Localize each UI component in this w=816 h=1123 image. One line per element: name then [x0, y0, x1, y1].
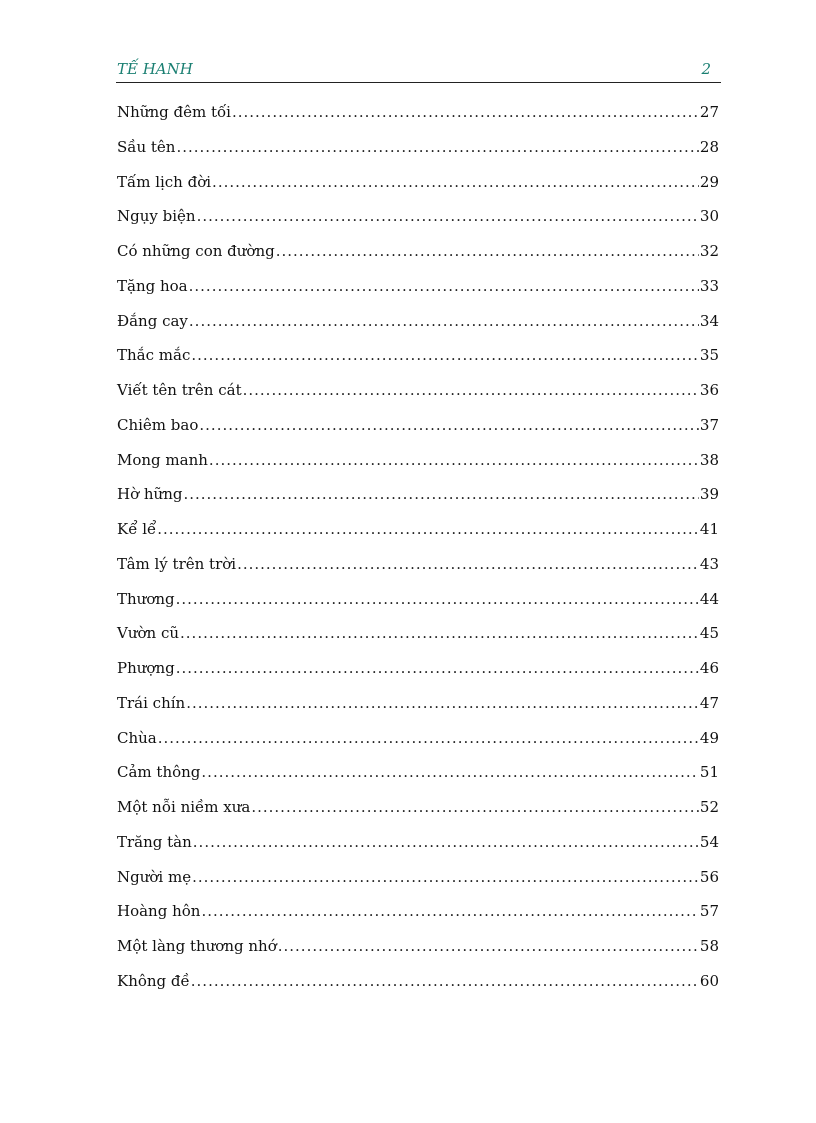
toc-entry-page-number: 33 — [699, 276, 719, 295]
toc-entry-page-number: 41 — [699, 520, 719, 538]
toc-dot-leader — [189, 275, 699, 297]
toc-entry-title: Hoàng hôn — [117, 902, 201, 921]
toc-entry-title: Tấm lịch đời — [117, 172, 212, 191]
toc-entry-title: Trái chín — [117, 693, 186, 712]
toc-entry-page-number: 34 — [699, 311, 719, 330]
toc-entry[interactable] — [117, 379, 719, 414]
toc-dot-leader — [243, 379, 699, 401]
toc-dot-leader — [176, 657, 699, 679]
running-header-author: TẾ HANH — [117, 60, 193, 78]
toc-dot-leader — [201, 761, 699, 783]
toc-dot-leader — [209, 449, 699, 471]
toc-dot-leader — [191, 970, 699, 992]
toc-entry[interactable] — [117, 171, 719, 206]
toc-dot-leader — [192, 866, 699, 888]
toc-entry-page-number: 52 — [699, 798, 719, 816]
toc-entry[interactable] — [117, 344, 719, 379]
toc-entry-title: Thắc mắc — [117, 346, 191, 365]
toc-entry[interactable] — [117, 136, 719, 171]
toc-entry[interactable] — [117, 900, 719, 935]
toc-entry-title: Vườn cũ — [117, 624, 180, 643]
toc-entry[interactable] — [117, 657, 719, 692]
toc-dot-leader — [278, 935, 699, 957]
toc-entry-title: Một nỗi niềm xưa — [117, 798, 251, 816]
toc-entry[interactable] — [117, 449, 719, 484]
toc-entry-title: Thương — [117, 589, 175, 608]
toc-entry-page-number: 57 — [699, 902, 719, 921]
toc-entry[interactable] — [117, 553, 719, 588]
toc-entry-page-number: 47 — [699, 693, 719, 712]
toc-dot-leader — [189, 310, 699, 332]
toc-entry-title: Sầu tên — [117, 137, 176, 156]
toc-entry-title: Phượng — [117, 659, 175, 677]
toc-entry-page-number: 27 — [699, 103, 719, 121]
toc-entry-title: Chiêm bao — [117, 415, 199, 434]
toc-entry-title: Mong manh — [117, 450, 208, 469]
toc-entry[interactable] — [117, 727, 719, 762]
toc-entry-title: Kể lể — [117, 520, 157, 538]
toc-entry-page-number: 56 — [699, 867, 719, 886]
toc-entry-page-number: 37 — [699, 415, 719, 434]
toc-dot-leader — [183, 483, 698, 505]
toc-entry-page-number: 32 — [699, 242, 719, 260]
toc-entry[interactable] — [117, 310, 719, 345]
toc-dot-leader — [157, 518, 699, 540]
running-header-page-number: 2 — [701, 60, 711, 78]
toc-dot-leader — [199, 414, 699, 436]
toc-entry[interactable] — [117, 622, 719, 657]
toc-entry-page-number: 38 — [699, 450, 719, 469]
toc-entry[interactable] — [117, 101, 719, 136]
toc-entry-page-number: 49 — [699, 728, 719, 747]
toc-entry-page-number: 45 — [699, 624, 719, 643]
toc-entry-page-number: 54 — [699, 832, 719, 851]
toc-entry-page-number: 58 — [699, 937, 719, 955]
toc-entry-page-number: 36 — [699, 381, 719, 399]
toc-entry[interactable] — [117, 831, 719, 866]
toc-entry-page-number: 28 — [699, 137, 719, 156]
toc-entry-title: Cảm thông — [117, 763, 201, 782]
toc-dot-leader — [237, 553, 699, 575]
toc-dot-leader — [176, 588, 699, 610]
toc-entry[interactable] — [117, 796, 719, 831]
toc-dot-leader — [180, 622, 699, 644]
toc-entry[interactable] — [117, 761, 719, 796]
toc-entry[interactable] — [117, 240, 719, 275]
table-of-contents — [117, 101, 719, 1005]
toc-entry[interactable] — [117, 935, 719, 970]
toc-entry[interactable] — [117, 414, 719, 449]
toc-entry-page-number: 60 — [699, 971, 719, 990]
toc-dot-leader — [251, 796, 699, 818]
toc-entry-page-number: 30 — [699, 207, 719, 226]
toc-entry-title: Đắng cay — [117, 311, 188, 330]
toc-entry-page-number: 39 — [699, 485, 719, 504]
toc-entry[interactable] — [117, 518, 719, 553]
toc-entry-page-number: 29 — [699, 172, 719, 191]
toc-entry-title: Viết tên trên cát — [117, 381, 242, 399]
toc-dot-leader — [176, 136, 698, 158]
toc-dot-leader — [197, 205, 699, 227]
toc-entry[interactable] — [117, 588, 719, 623]
toc-entry-title: Một làng thương nhớ — [117, 937, 277, 955]
toc-entry-title: Hờ hững — [117, 485, 183, 504]
toc-dot-leader — [158, 727, 699, 749]
page-header — [116, 58, 721, 83]
toc-dot-leader — [191, 344, 699, 366]
toc-entry[interactable] — [117, 205, 719, 240]
toc-dot-leader — [193, 831, 699, 853]
toc-entry-title: Không đề — [117, 971, 190, 990]
toc-entry-page-number: 35 — [699, 346, 719, 365]
toc-entry-title: Trăng tàn — [117, 832, 192, 851]
toc-entry-page-number: 51 — [699, 763, 719, 782]
toc-entry-title: Chùa — [117, 728, 157, 747]
toc-entry-page-number: 44 — [699, 589, 719, 608]
toc-dot-leader — [212, 171, 699, 193]
toc-entry[interactable] — [117, 275, 719, 310]
toc-entry-title: Những đêm tối — [117, 103, 231, 121]
toc-entry-page-number: 46 — [699, 659, 719, 677]
toc-entry[interactable] — [117, 970, 719, 1005]
toc-entry[interactable] — [117, 692, 719, 727]
toc-entry[interactable] — [117, 483, 719, 518]
toc-entry[interactable] — [117, 866, 719, 901]
toc-entry-page-number: 43 — [699, 554, 719, 573]
toc-entry-title: Ngụy biện — [117, 207, 196, 226]
toc-dot-leader — [232, 101, 699, 123]
toc-dot-leader — [276, 240, 699, 262]
toc-dot-leader — [186, 692, 699, 714]
toc-entry-title: Tâm lý trên trời — [117, 554, 237, 573]
toc-entry-title: Người mẹ — [117, 867, 192, 886]
toc-entry-title: Có những con đường — [117, 242, 275, 260]
toc-dot-leader — [201, 900, 698, 922]
toc-entry-title: Tặng hoa — [117, 276, 188, 295]
